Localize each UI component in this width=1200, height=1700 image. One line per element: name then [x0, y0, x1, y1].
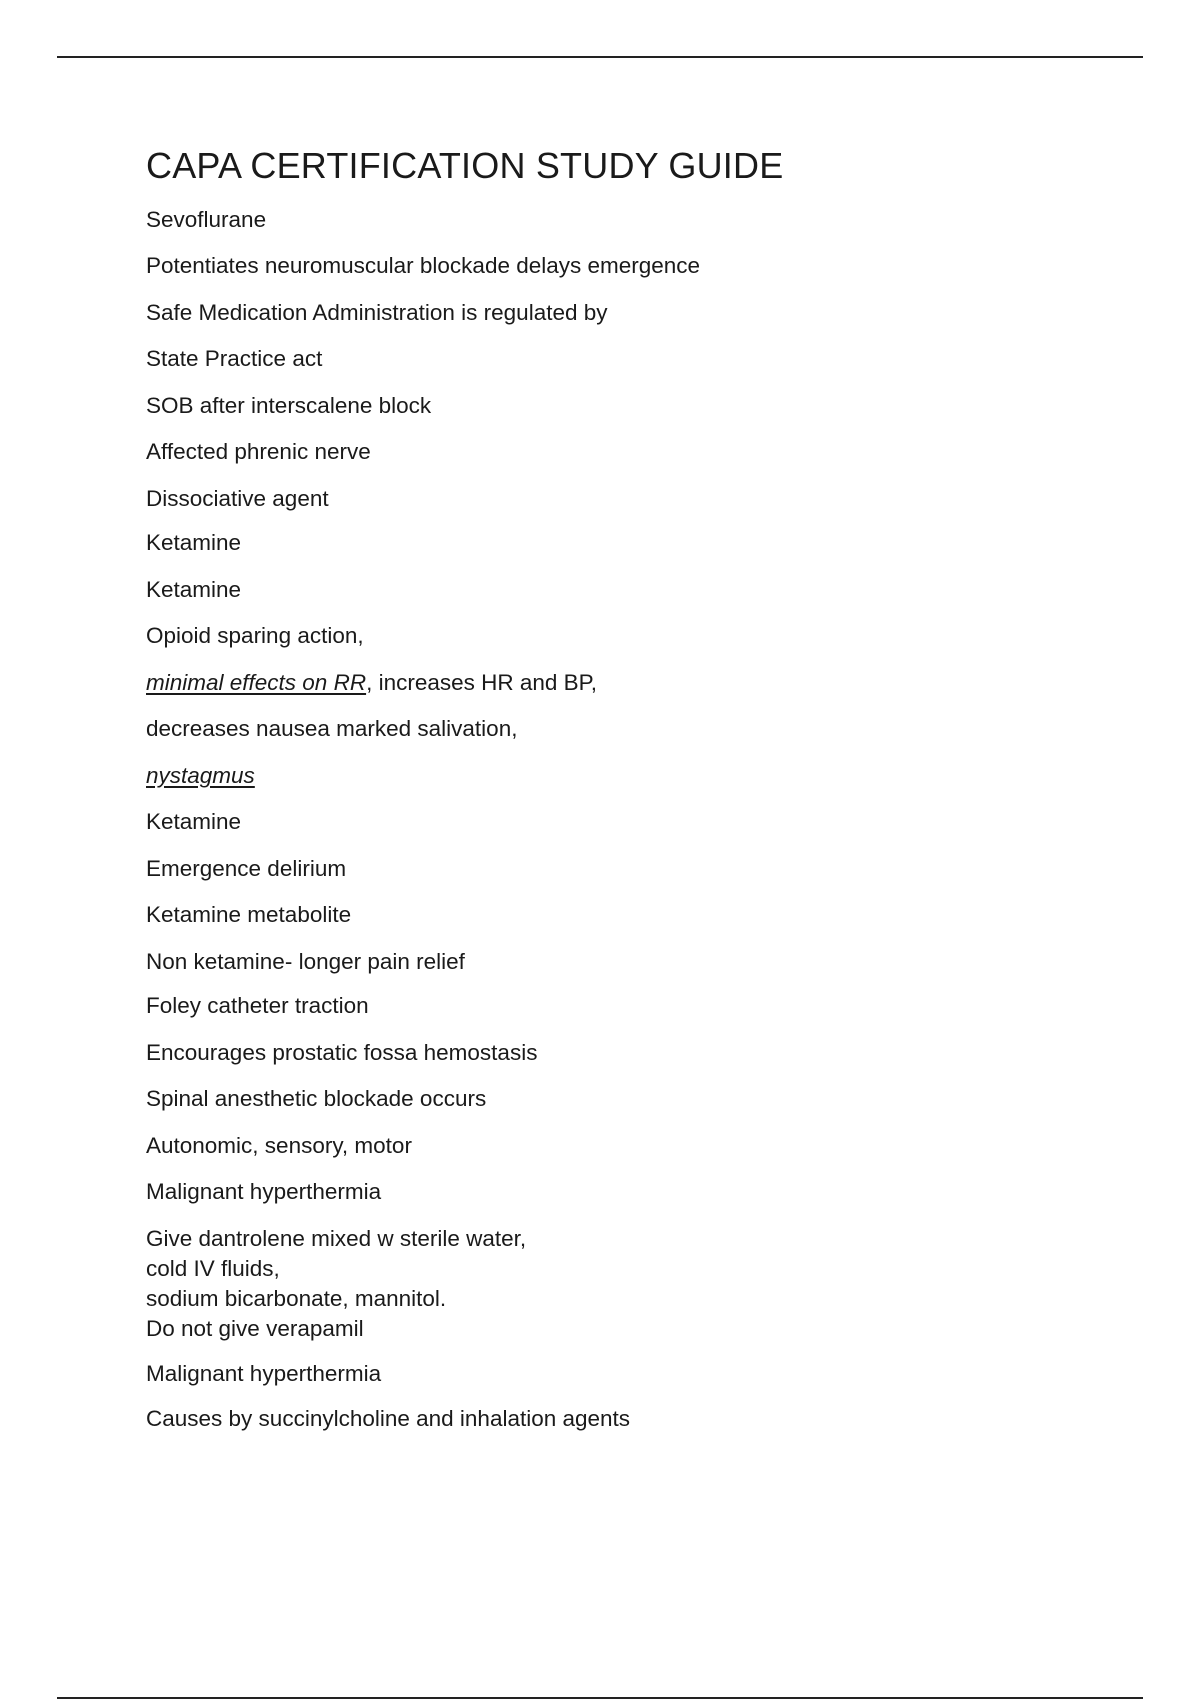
- guide-line-19: Encourages prostatic fossa hemostasis: [146, 1040, 538, 1065]
- guide-line-11: minimal effects on RR, increases HR and BP,: [146, 670, 598, 695]
- guide-line-15: Emergence delirium: [146, 856, 347, 881]
- guide-line-5: SOB after interscalene block: [146, 393, 432, 418]
- guide-line-9: Ketamine: [146, 577, 242, 602]
- guide-line-2: Potentiates neuromuscular blockade delays emergence: [146, 253, 701, 278]
- guide-line-7: Dissociative agent: [146, 486, 329, 511]
- guide-line-13: [146, 761, 255, 791]
- guide-line-3: Safe Medication Administration is regulated by: [146, 300, 608, 325]
- emphasized-text: nystagmus: [146, 763, 255, 788]
- document-title: CAPA CERTIFICATION STUDY GUIDE: [146, 145, 784, 186]
- guide-line-4: State Practice act: [146, 346, 323, 371]
- guide-line-21: Autonomic, sensory, motor: [146, 1133, 412, 1158]
- bottom-divider: [57, 1697, 1143, 1699]
- guide-line-18: Foley catheter traction: [146, 993, 369, 1018]
- emphasized-text: minimal effects on RR: [146, 670, 367, 695]
- guide-line-6: Affected phrenic nerve: [146, 439, 371, 464]
- guide-line-17: Non ketamine- longer pain relief: [146, 949, 465, 974]
- guide-line-22: Malignant hyperthermia: [146, 1179, 382, 1204]
- guide-line-16: Ketamine metabolite: [146, 902, 352, 927]
- guide-line-25: Causes by succinylcholine and inhalation agents: [146, 1406, 631, 1431]
- guide-line-14: Ketamine: [146, 809, 242, 834]
- guide-line-12: decreases nausea marked salivation,: [146, 716, 518, 741]
- top-divider: [57, 56, 1143, 58]
- guide-line-24: Malignant hyperthermia: [146, 1361, 382, 1386]
- guide-line-20: Spinal anesthetic blockade occurs: [146, 1086, 487, 1111]
- guide-line-8: Ketamine: [146, 530, 242, 555]
- guide-line-23: Give dantrolene mixed w sterile water, cold IV fluids, sodium bicarbonate, mannitol. Do not give verapamil: [146, 1226, 527, 1341]
- guide-line-1: Sevoflurane: [146, 207, 267, 232]
- guide-line-10: Opioid sparing action,: [146, 623, 364, 648]
